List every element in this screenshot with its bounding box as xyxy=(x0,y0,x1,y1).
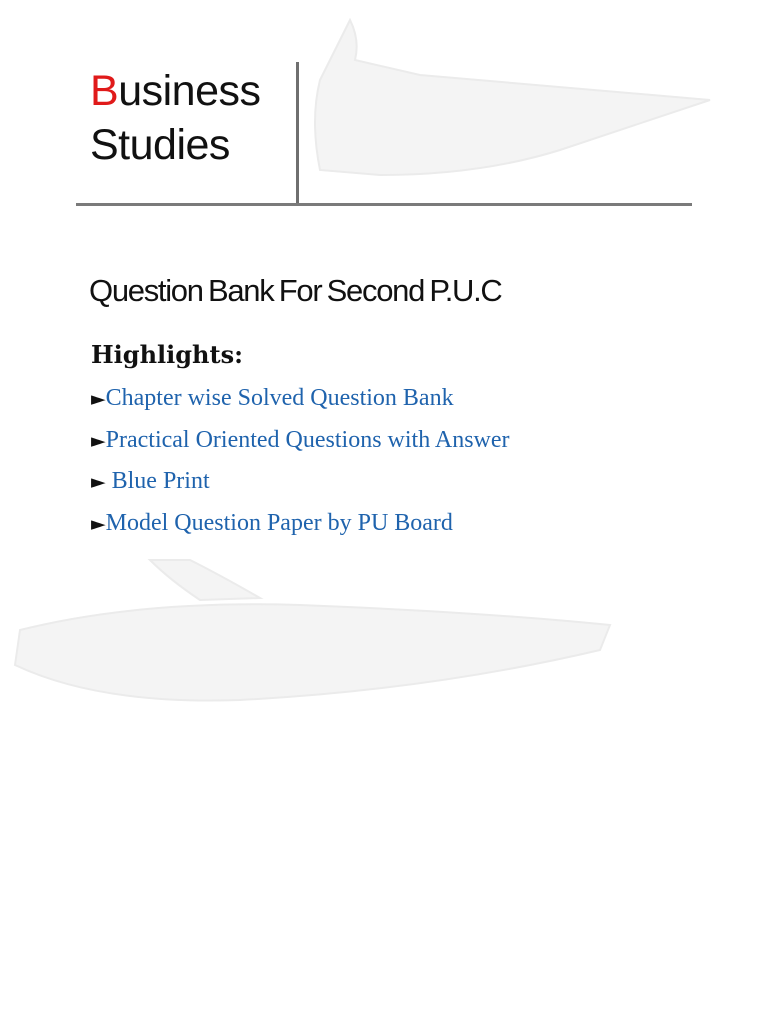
list-item-label: Model Question Paper by PU Board xyxy=(105,509,453,536)
list-item-label: Chapter wise Solved Question Bank xyxy=(105,385,454,411)
subtitle: Question Bank For Second P.U.C xyxy=(89,273,502,308)
document-title xyxy=(90,64,260,172)
vertical-divider xyxy=(296,62,299,205)
bullet-arrow-icon: ► xyxy=(91,429,106,452)
list-item xyxy=(91,422,510,464)
list-item xyxy=(91,380,510,422)
title-line-1 xyxy=(90,64,260,118)
list-item xyxy=(91,505,510,547)
bullet-arrow-icon: ► xyxy=(91,388,106,410)
list-item-label: Practical Oriented Questions with Answer xyxy=(105,426,510,453)
title-line-2: Studies xyxy=(90,121,230,169)
horizontal-divider xyxy=(76,203,692,206)
highlights-list xyxy=(91,380,510,546)
bullet-arrow-icon: ► xyxy=(91,512,106,535)
highlights-heading: Highlights: xyxy=(91,340,243,369)
title-rest: usiness xyxy=(118,67,261,115)
title-initial-letter: B xyxy=(90,67,119,115)
list-item-label: Blue Print xyxy=(111,468,210,494)
bullet-arrow-icon: ► xyxy=(91,471,106,493)
list-item xyxy=(91,463,510,505)
